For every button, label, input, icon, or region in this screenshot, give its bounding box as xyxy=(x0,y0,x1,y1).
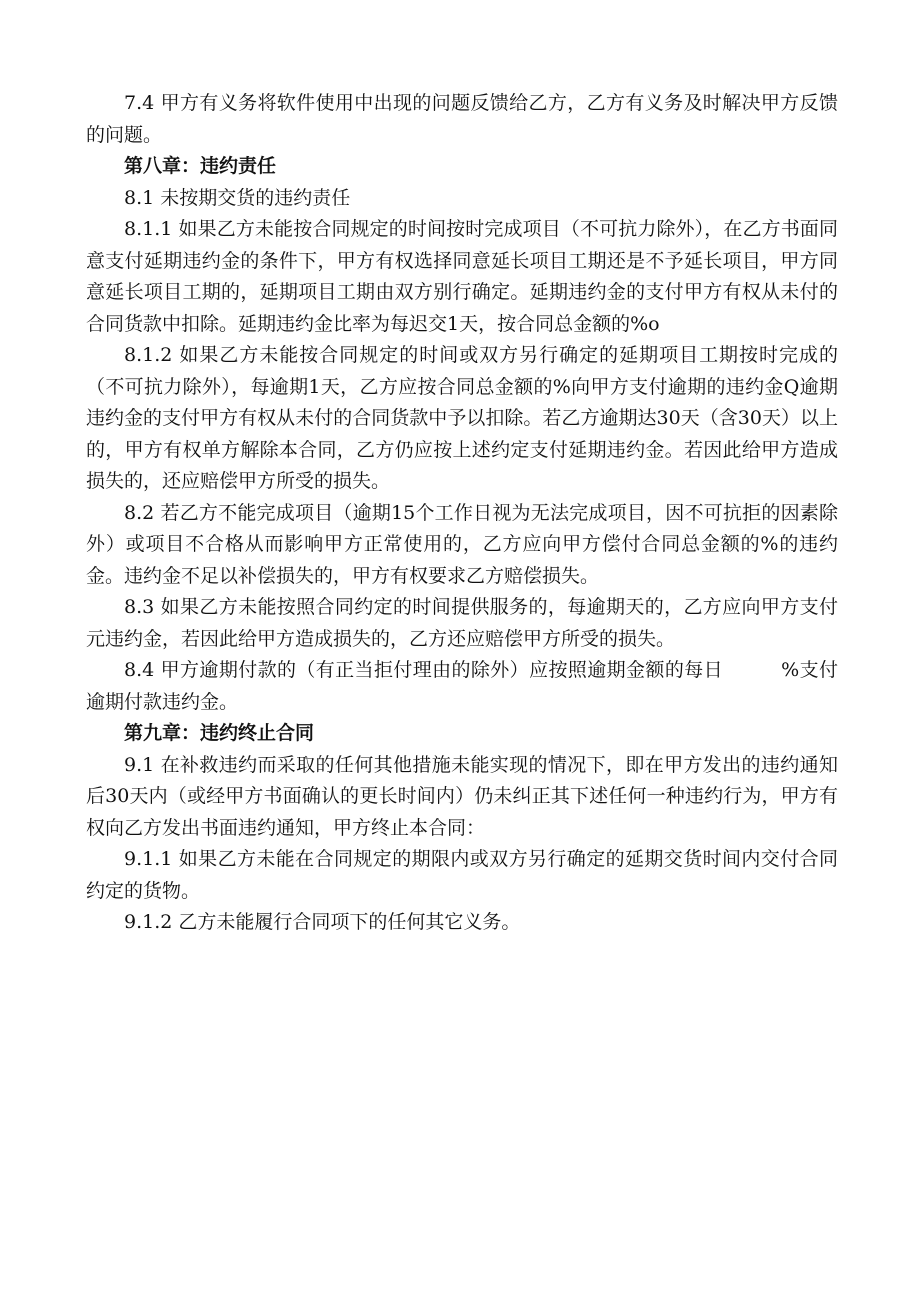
clause-8-1: 8.1 未按期交货的违约责任 xyxy=(124,186,351,209)
chapter-9-heading: 第九章：违约终止合同 xyxy=(124,722,315,744)
clause-8-2: 8.2 若乙方不能完成项目（逾期15个工作日视为无法完成项目，因不可抗拒的因素除外）或项目不合格从而影响甲方正常使用的，乙方应向甲方偿付合同总金额的%的违约金。违约金不足以补偿损失的，甲方有权要求乙方赔偿损失。 xyxy=(86,501,838,587)
chapter-8-heading: 第八章：违约责任 xyxy=(124,155,277,177)
document-body xyxy=(86,88,838,939)
clause-8-1-1: 8.1.1 如果乙方未能按合同规定的时间按时完成项目（不可抗力除外），在乙方书面同意支付延期违约金的条件下，甲方有权选择同意延长项目工期还是不予延长项目，甲方同意延长项目工期的，延期项目工期由双方别行确定。延期违约金的支付甲方有权从未付的合同货款中扣除。延期违约金比率为每迟交1天，按合同总金额的%o xyxy=(86,218,838,335)
clause-7-4: 7.4 甲方有义务将软件使用中出现的问题反馈给乙方，乙方有义务及时解决甲方反馈的问题。 xyxy=(86,92,838,146)
clause-9-1: 9.1 在补救违约而采取的任何其他措施未能实现的情况下，即在甲方发出的违约通知后30天内（或经甲方书面确认的更长时间内）仍未纠正其下述任何一种违约行为，甲方有权向乙方发出书面违约通知，甲方终止本合同： xyxy=(86,753,838,839)
clause-8-4: 8.4 甲方逾期付款的（有正当拒付理由的除外）应按照逾期金额的每日 %支付逾期付款违约金。 xyxy=(86,659,838,713)
clause-8-3: 8.3 如果乙方未能按照合同约定的时间提供服务的，每逾期天的，乙方应向甲方支付元违约金，若因此给甲方造成损失的，乙方还应赔偿甲方所受的损失。 xyxy=(86,596,838,650)
clause-9-1-2: 9.1.2 乙方未能履行合同项下的任何其它义务。 xyxy=(124,911,521,933)
clause-8-1-2: 8.1.2 如果乙方未能按合同规定的时间或双方另行确定的延期项目工期按时完成的（不可抗力除外），每逾期1天，乙方应按合同总金额的%向甲方支付逾期的违约金Q逾期违约金的支付甲方有权从未付的合同货款中予以扣除。若乙方逾期达30天（含30天）以上的，甲方有权单方解除本合同，乙方仍应按上述约定支付延期违约金。若因此给甲方造成损失的，还应赔偿甲方所受的损失。 xyxy=(86,344,838,492)
clause-9-1-1: 9.1.1 如果乙方未能在合同规定的期限内或双方另行确定的延期交货时间内交付合同约定的货物。 xyxy=(86,848,838,902)
